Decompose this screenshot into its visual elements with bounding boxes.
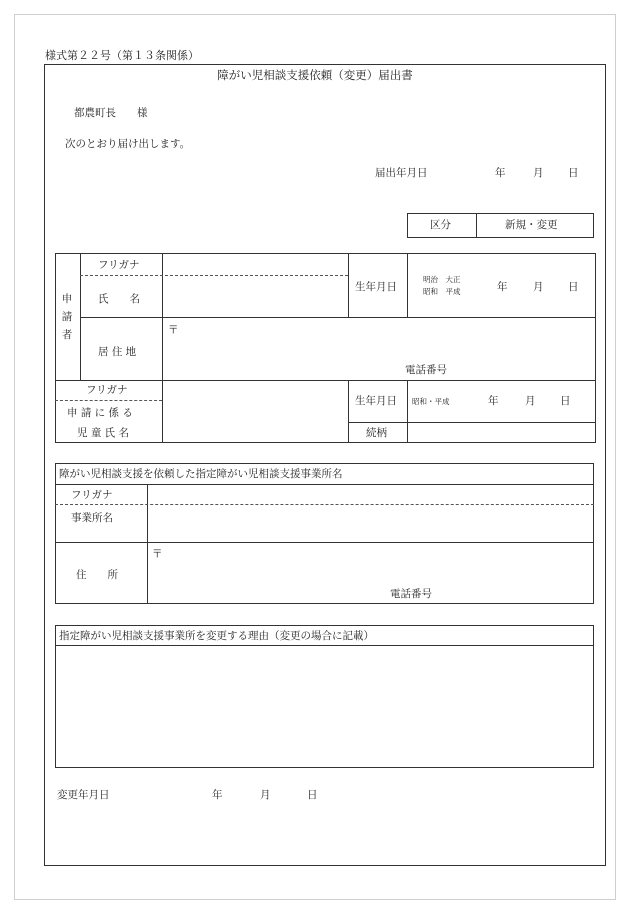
applicant-name-label: 氏 名 — [98, 293, 140, 305]
applicant-era-top: 明治 大正 — [423, 275, 461, 284]
applicant-birth-label: 生年月日 — [355, 281, 397, 293]
reason-header: 指定障がい児相談支援事業所を変更する理由（変更の場合に記載） — [59, 630, 374, 642]
applicant-birth-month: 月 — [533, 281, 544, 293]
submission-day: 日 — [568, 167, 579, 179]
applicant-birth-year: 年 — [497, 281, 508, 293]
applicant-era-bottom: 昭和 平成 — [423, 287, 461, 296]
child-birth-year: 年 — [488, 395, 499, 407]
submission-year: 年 — [495, 167, 506, 179]
provider-header: 障がい児相談支援を依頼した指定障がい児相談支援事業所名 — [59, 468, 343, 480]
addressee: 都農町長 様 — [74, 107, 148, 119]
change-month: 月 — [260, 789, 271, 801]
child-relation-label: 続柄 — [366, 427, 387, 439]
submission-date-label: 届出年月日 — [375, 167, 428, 179]
change-date-label: 変更年月日 — [57, 789, 110, 801]
child-birth-label: 生年月日 — [355, 395, 397, 407]
provider-phone-label: 電話番号 — [390, 588, 432, 600]
applicant-postal-mark: 〒 — [168, 324, 179, 336]
provider-postal-mark: 〒 — [152, 548, 163, 560]
category-label: 区分 — [430, 219, 451, 231]
provider-office-label: 事業所名 — [71, 512, 113, 524]
child-birth-month: 月 — [525, 395, 536, 407]
change-year: 年 — [212, 789, 223, 801]
provider-furigana-label: フリガナ — [71, 489, 113, 501]
category-value: 新規・変更 — [505, 219, 558, 231]
child-furigana-label: フリガナ — [86, 384, 128, 396]
form-number: 様式第２２号（第１３条関係） — [45, 49, 199, 62]
provider-address-label: 住 所 — [76, 569, 118, 581]
reason-box — [55, 625, 594, 768]
applicant-address-label: 居 住 地 — [98, 346, 137, 358]
intro-text: 次のとおり届け出します。 — [65, 138, 191, 150]
child-label-line1: 申 請 に 係 る — [67, 407, 133, 419]
submission-month: 月 — [533, 167, 544, 179]
form-title: 障がい児相談支援依頼（変更）届出書 — [217, 68, 413, 82]
applicant-furigana-label: フリガナ — [98, 259, 140, 271]
child-era: 昭和・平成 — [412, 397, 450, 406]
child-birth-day: 日 — [560, 395, 571, 407]
applicant-birth-day: 日 — [568, 281, 579, 293]
applicant-phone-label: 電話番号 — [405, 364, 447, 376]
child-label-line2: 児 童 氏 名 — [77, 427, 130, 439]
change-day: 日 — [307, 789, 318, 801]
applicant-section-label: 申 請 者 — [61, 293, 73, 341]
